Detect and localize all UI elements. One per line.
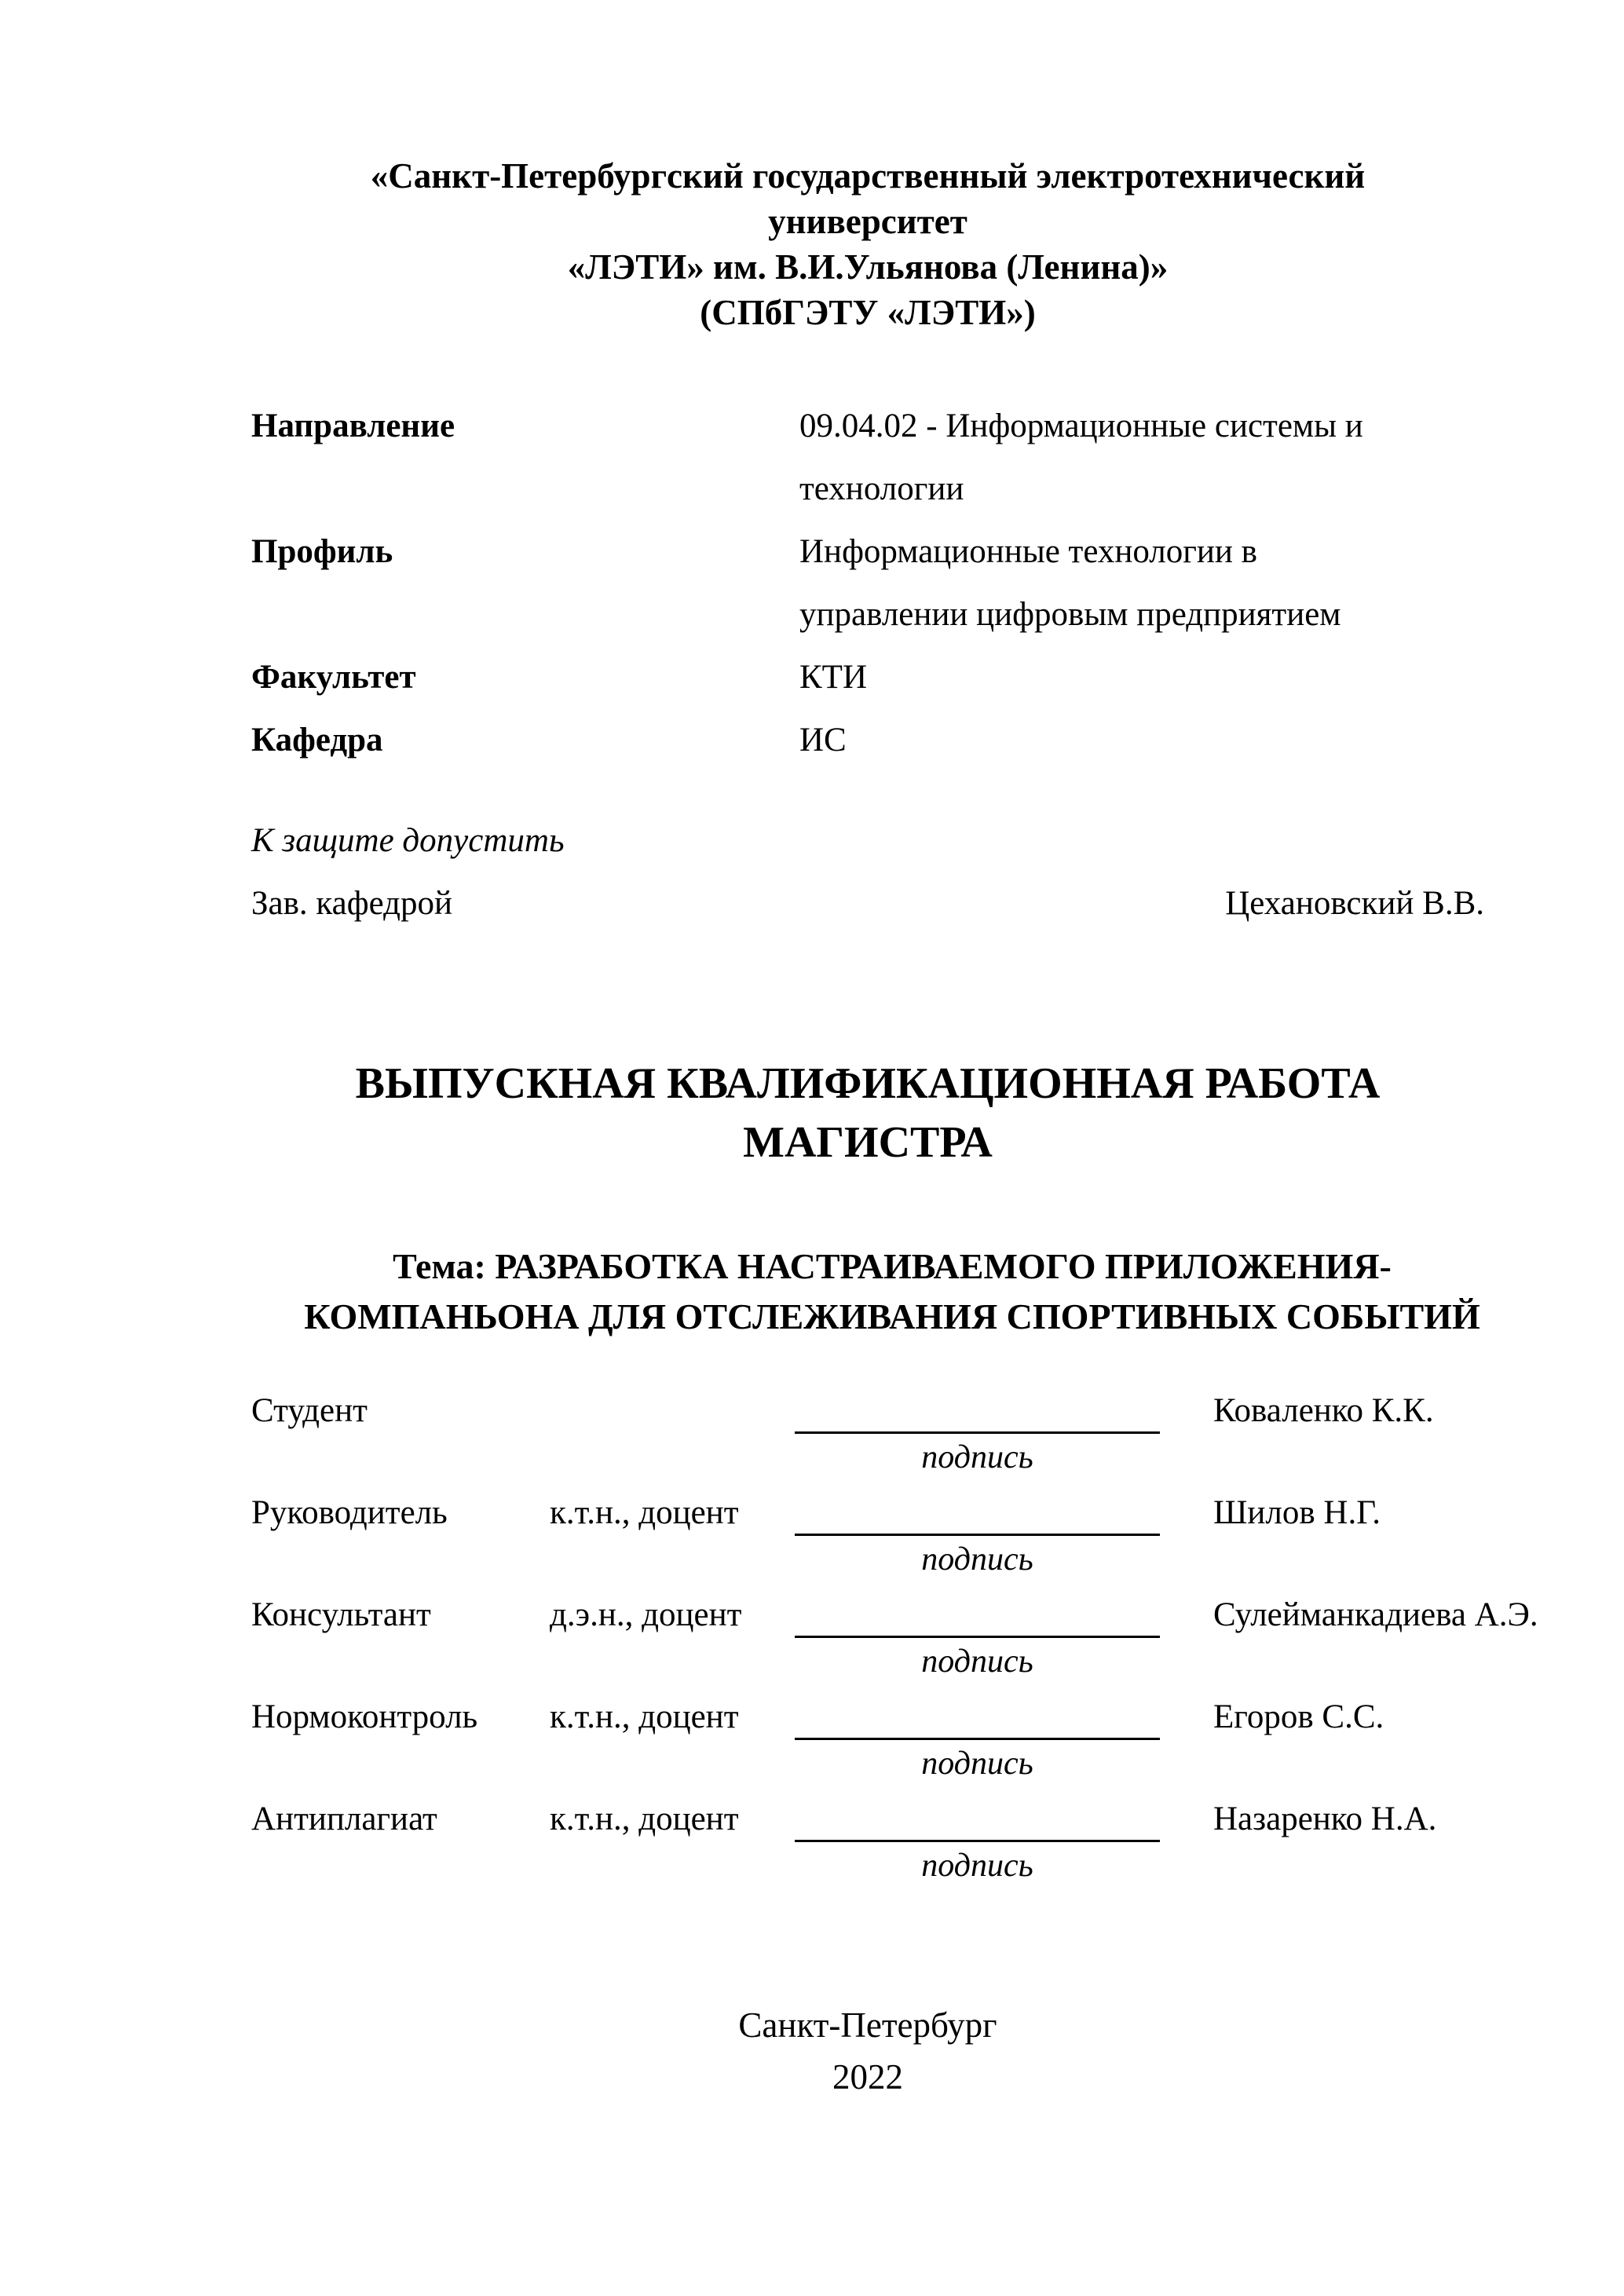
- work-type-title: [251, 1055, 1484, 1172]
- footer-year: 2022: [832, 2057, 903, 2097]
- signature-name: Шилов Н.Г.: [1213, 1494, 1381, 1531]
- signature-line: [795, 1796, 1160, 1842]
- field-label: Направление: [251, 408, 455, 444]
- signature-field: [795, 1387, 1160, 1481]
- signature-role: Антиплагиат: [251, 1801, 437, 1837]
- program-fields: [251, 395, 1484, 772]
- signature-degree: к.т.н., доцент: [550, 1494, 739, 1531]
- signature-caption: подпись: [921, 1848, 1033, 1884]
- signature-degree: к.т.н., доцент: [550, 1801, 739, 1837]
- field-value: [799, 709, 847, 772]
- department-head-name: Цехановский В.В.: [1225, 885, 1484, 922]
- field-value: [799, 395, 1363, 521]
- signature-name: Коваленко К.К.: [1213, 1392, 1434, 1429]
- signature-caption: подпись: [921, 1643, 1033, 1680]
- field-label: Факультет: [251, 659, 416, 696]
- university-header: [251, 153, 1484, 335]
- field-row-profile: [251, 521, 1484, 646]
- department-head-label: Зав. кафедрой: [251, 885, 453, 922]
- footer-block: [251, 1999, 1484, 2103]
- work-type-line: МАГИСТРА: [743, 1118, 993, 1167]
- topic-line: Тема: РАЗРАБОТКА НАСТРАИВАЕМОГО ПРИЛОЖЕНИЯ-: [393, 1246, 1392, 1286]
- field-value: [799, 646, 867, 709]
- signature-role: Студент: [251, 1392, 368, 1429]
- signature-row-antiplagiarism: [251, 1796, 1484, 1889]
- topic-title: [251, 1241, 1533, 1342]
- signature-field: [795, 1490, 1160, 1583]
- field-row-faculty: [251, 646, 1484, 709]
- university-header-line: «ЛЭТИ» им. В.И.Ульянова (Ленина)»: [567, 247, 1169, 287]
- field-value-line: технологии: [799, 470, 964, 507]
- topic-line: КОМПАНЬОНА ДЛЯ ОТСЛЕЖИВАНИЯ СПОРТИВНЫХ СОБЫТИЙ: [304, 1296, 1480, 1336]
- signature-role: Руководитель: [251, 1494, 448, 1531]
- field-row-direction: [251, 395, 1484, 521]
- signature-degree: к.т.н., доцент: [550, 1698, 739, 1735]
- signature-row-student: [251, 1387, 1484, 1481]
- signature-caption: подпись: [921, 1541, 1033, 1578]
- footer-city: Санкт-Петербург: [738, 2005, 997, 2045]
- signature-line: [795, 1592, 1160, 1638]
- admission-row: [251, 872, 1484, 935]
- field-label: Профиль: [251, 533, 393, 570]
- signature-line: [795, 1490, 1160, 1536]
- signature-field: [795, 1694, 1160, 1787]
- signature-field: [795, 1592, 1160, 1685]
- field-value-line: 09.04.02 - Информационные системы и: [799, 408, 1363, 444]
- signature-role: Нормоконтроль: [251, 1698, 478, 1735]
- signature-field: [795, 1796, 1160, 1889]
- signature-degree: д.э.н., доцент: [550, 1596, 742, 1633]
- work-type-line: ВЫПУСКНАЯ КВАЛИФИКАЦИОННАЯ РАБОТА: [355, 1059, 1381, 1108]
- signature-row-supervisor: [251, 1490, 1484, 1583]
- university-header-line: «Санкт-Петербургский государственный электротехнический: [370, 156, 1366, 196]
- field-value-line: управлении цифровым предприятием: [799, 596, 1341, 633]
- signature-line: [795, 1387, 1160, 1434]
- signature-line: [795, 1694, 1160, 1740]
- admission-block: [251, 810, 1484, 935]
- field-row-department: [251, 709, 1484, 772]
- signature-name: Сулейманкадиева А.Э.: [1213, 1596, 1538, 1633]
- field-label: Кафедра: [251, 722, 383, 759]
- university-header-line: университет: [768, 202, 967, 241]
- signature-caption: подпись: [921, 1439, 1033, 1475]
- field-value-line: КТИ: [799, 659, 867, 696]
- admission-note: К защите допустить: [251, 822, 565, 859]
- signature-caption: подпись: [921, 1746, 1033, 1782]
- field-value-line: Информационные технологии в: [799, 533, 1257, 570]
- field-value: [799, 521, 1341, 646]
- signature-name: Назаренко Н.А.: [1213, 1801, 1437, 1837]
- signature-name: Егоров С.С.: [1213, 1698, 1384, 1735]
- field-value-line: ИС: [799, 722, 847, 759]
- signatures-block: [251, 1387, 1538, 1889]
- university-header-line: (СПбГЭТУ «ЛЭТИ»): [700, 293, 1036, 332]
- signature-row-normcontrol: [251, 1694, 1484, 1787]
- signature-role: Консультант: [251, 1596, 431, 1633]
- signature-row-consultant: [251, 1592, 1538, 1685]
